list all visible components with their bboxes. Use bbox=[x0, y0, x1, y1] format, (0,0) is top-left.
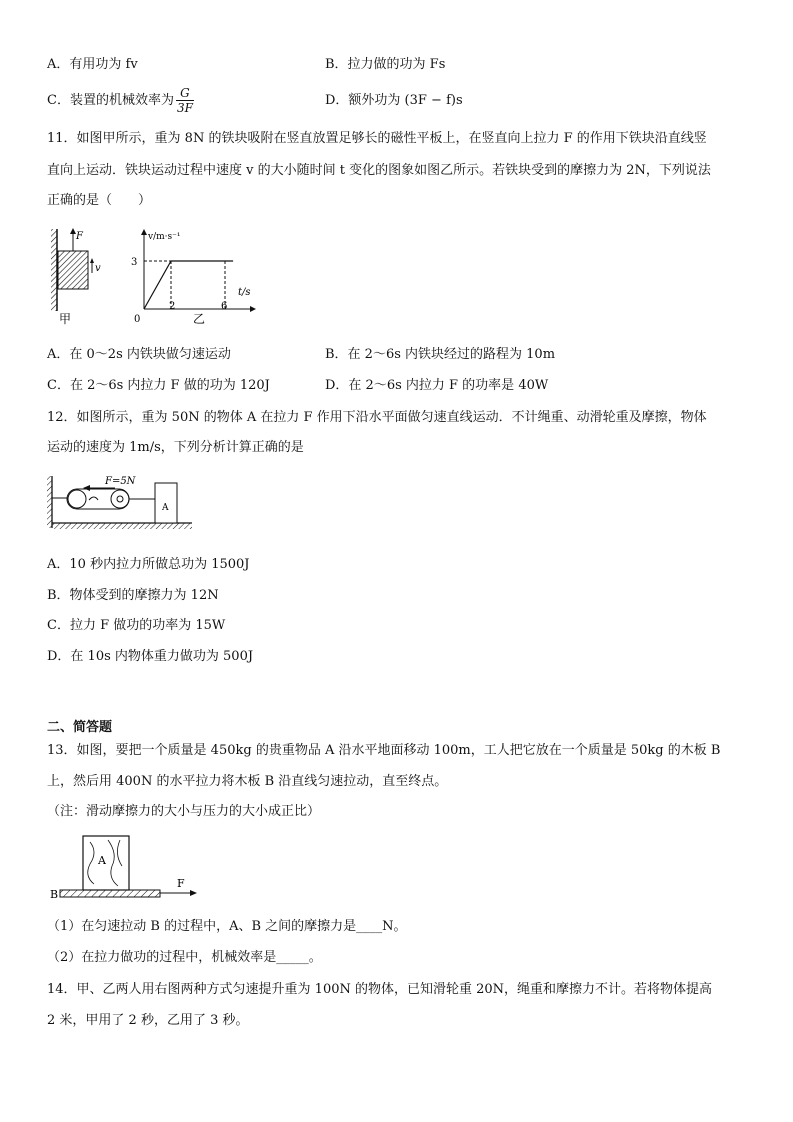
iron-block bbox=[58, 251, 88, 289]
block-a-label-q13: A bbox=[98, 854, 106, 867]
q12-option-d: D．在 10s 内物体重力做功为 500J bbox=[47, 649, 254, 664]
q11-option-c: C．在 2～6s 内拉力 F 做的功为 120J bbox=[47, 378, 270, 393]
q10-option-c-prefix: C．装置的机械效率为 bbox=[47, 93, 174, 108]
q13-note: （注：滑动摩擦力的大小与压力的大小成正比） bbox=[47, 804, 321, 819]
fraction-denominator: 3F bbox=[176, 101, 193, 115]
q11-text-line2: 直向上运动．铁块运动过程中速度 v 的大小随时间 t 变化的图象如图乙所示。若铁块受到的摩擦力为 2N，下列说法 bbox=[47, 163, 711, 178]
pulley-body bbox=[67, 489, 129, 509]
velocity-label: v bbox=[95, 263, 101, 274]
hook bbox=[89, 497, 98, 500]
figure-jia bbox=[45, 225, 115, 325]
y-axis-arrow bbox=[141, 229, 147, 235]
efficiency-fraction bbox=[176, 86, 194, 115]
x-axis-label: t/s bbox=[238, 287, 251, 298]
x-tick-label-2: 2 bbox=[169, 301, 176, 312]
q12-option-c: C．拉力 F 做功的功率为 15W bbox=[47, 618, 226, 633]
q11-option-a: A．在 0～2s 内铁块做匀速运动 bbox=[47, 347, 231, 362]
pull-force-arrow-head bbox=[190, 890, 197, 896]
q11-option-b: B．在 2～6s 内铁块经过的路程为 10m bbox=[325, 347, 556, 362]
section-title: 二、简答题 bbox=[47, 720, 113, 735]
force-label: F bbox=[76, 231, 83, 242]
board-b-label: B bbox=[50, 888, 59, 901]
q11-text-line1: 11．如图甲所示，重为 8N 的铁块吸附在竖直放置足够长的磁性平板上，在竖直向上拉力 F 的作用下铁块沿直线竖 bbox=[47, 131, 707, 146]
ground-hatch bbox=[52, 523, 192, 529]
wall-hatch bbox=[47, 476, 52, 528]
y-axis-label: v/m·s⁻¹ bbox=[148, 232, 181, 242]
q10-option-b: B．拉力做的功为 Fs bbox=[325, 57, 446, 72]
velocity-arrow-head bbox=[90, 258, 94, 263]
pull-force-label: F bbox=[177, 877, 185, 890]
q13-text-line2: 上，然后用 400N 的水平拉力将木板 B 沿直线匀速拉动，直至终点。 bbox=[47, 774, 448, 789]
figure-q12-pulley bbox=[45, 470, 195, 536]
pulley-axle bbox=[117, 496, 123, 502]
q12-option-b: B．物体受到的摩擦力为 12N bbox=[47, 588, 219, 603]
force-label-q12: F=5N bbox=[105, 476, 136, 487]
q13-sub1: （1）在匀速拉动 B 的过程中，A、B 之间的摩擦力是____N。 bbox=[47, 919, 407, 934]
q10-option-c bbox=[47, 86, 194, 115]
board-b bbox=[60, 890, 160, 897]
fraction-numerator: G bbox=[176, 86, 194, 101]
q10-option-d: D．额外功为 (3F − f)s bbox=[325, 93, 463, 108]
figure-jia-label: 甲 bbox=[59, 312, 72, 325]
block-a-q13 bbox=[83, 836, 129, 890]
figure-yi-vt-graph bbox=[128, 225, 263, 325]
q12-text-line1: 12．如图所示，重为 50N 的物体 A 在拉力 F 作用下沿水平面做匀速直线运动．不计绳重、动滑轮重及摩擦，物体 bbox=[47, 410, 707, 425]
q14-text-line2: 2 米，甲用了 2 秒，乙用了 3 秒。 bbox=[47, 1013, 249, 1028]
q10-option-a: A．有用功为 fv bbox=[47, 57, 138, 72]
q13-text-line1: 13．如图，要把一个质量是 450kg 的贵重物品 A 沿水平地面移动 100m，工人把它放在一个质量是 50kg 的木板 B bbox=[47, 743, 721, 758]
x-axis-arrow bbox=[250, 306, 256, 312]
q13-sub2: （2）在拉力做功的过程中，机械效率是_____。 bbox=[47, 950, 322, 965]
y-tick-label-3: 3 bbox=[131, 257, 138, 268]
figure-q13 bbox=[50, 832, 205, 904]
block-a-label: A bbox=[162, 503, 169, 513]
q12-text-line2: 运动的速度为 1m/s，下列分析计算正确的是 bbox=[47, 440, 304, 455]
velocity-series bbox=[144, 261, 233, 309]
x-tick-label-6: 6 bbox=[221, 301, 228, 312]
pull-arrow-head bbox=[83, 485, 90, 491]
q11-option-d: D．在 2～6s 内拉力 F 的功率是 40W bbox=[325, 378, 549, 393]
x-tick-label-0: 0 bbox=[134, 314, 141, 325]
figure-yi-label: 乙 bbox=[193, 312, 206, 325]
q12-option-a: A．10 秒内拉力所做总功为 1500J bbox=[47, 557, 250, 572]
pulley-left bbox=[68, 490, 86, 508]
pulley-right bbox=[111, 490, 129, 508]
velocity-line bbox=[144, 261, 233, 309]
q11-text-line3: 正确的是（ ） bbox=[47, 193, 152, 208]
q14-text-line1: 14．甲、乙两人用右图两种方式匀速提升重为 100N 的物体，已知滑轮重 20N，绳重和摩擦力不计。若将物体提高 bbox=[47, 982, 713, 997]
magnetic-plate-hatch bbox=[51, 229, 57, 311]
